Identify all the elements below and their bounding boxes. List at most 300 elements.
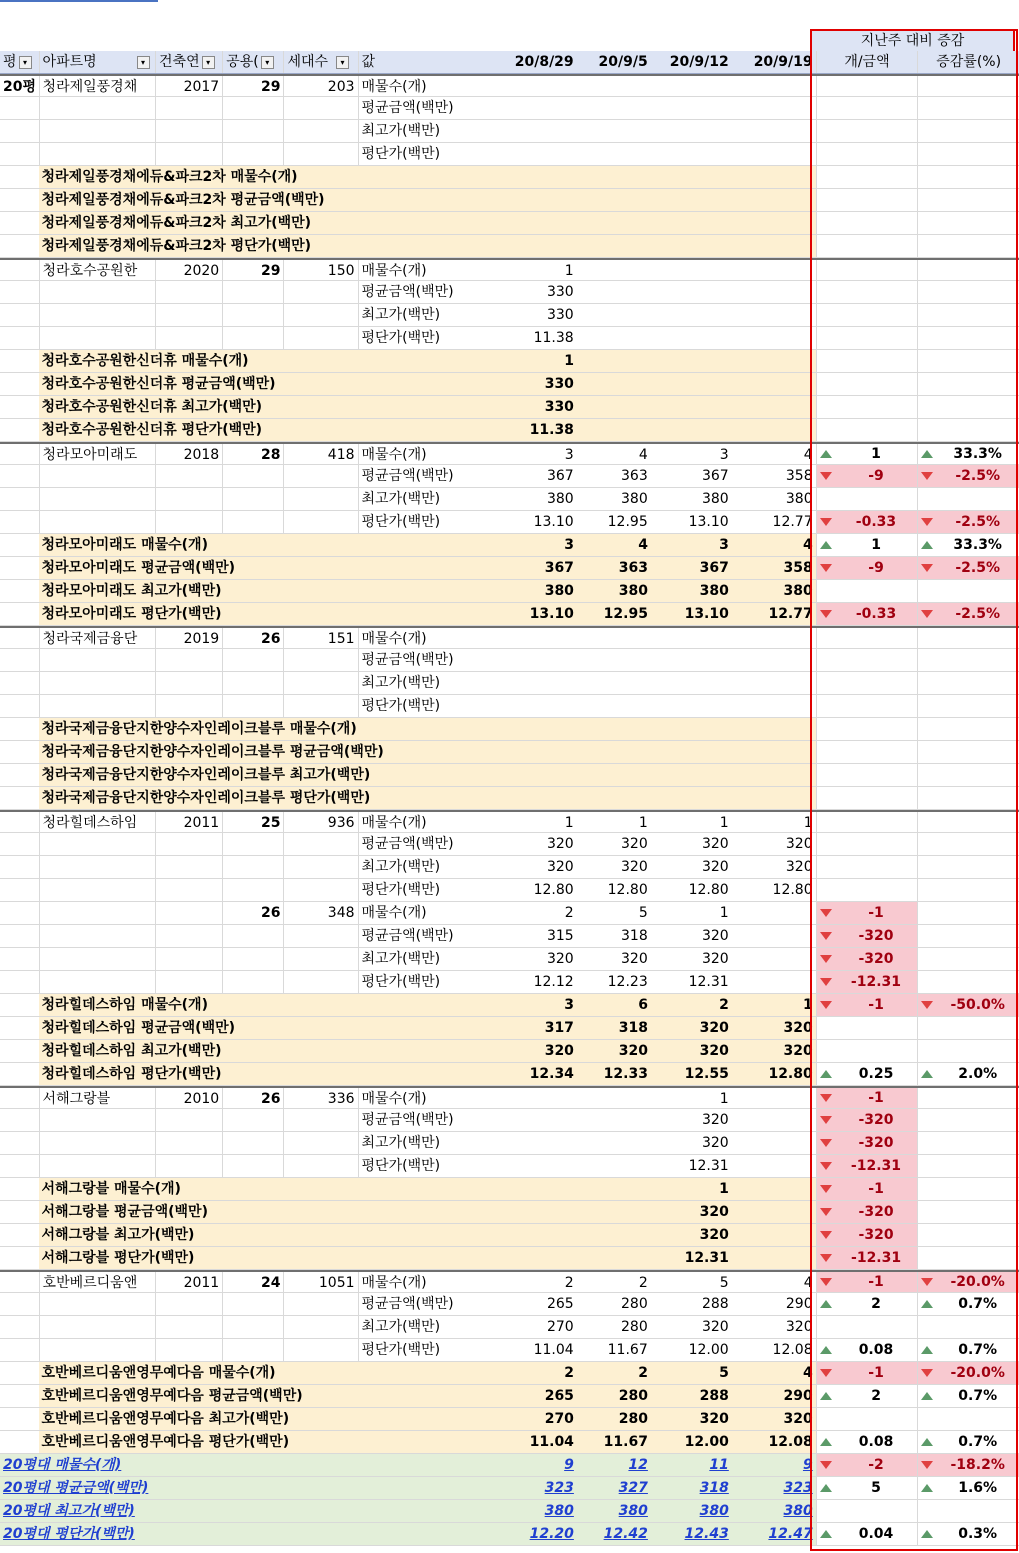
cell-pyeong[interactable]: [0, 902, 39, 924]
cell-date-value[interactable]: 4: [803, 447, 813, 463]
cell-area[interactable]: [222, 1109, 283, 1131]
cell-rate[interactable]: [917, 1201, 1019, 1223]
cell-area[interactable]: [222, 695, 283, 717]
cell-date-value[interactable]: 318: [699, 1480, 729, 1496]
cell-pyeong[interactable]: [0, 260, 39, 280]
cell-date-value[interactable]: 12.80: [772, 882, 813, 898]
cell-date-value[interactable]: 12.33: [577, 1063, 651, 1085]
cell-rate[interactable]: [917, 557, 1019, 579]
total-label[interactable]: 20평대 매물수(개): [3, 1457, 122, 1473]
cell-rate[interactable]: [917, 1316, 1019, 1338]
cell-date-value[interactable]: [732, 1088, 816, 1108]
cell-date-value[interactable]: 12.20: [529, 1526, 574, 1542]
cell-area[interactable]: 25: [222, 812, 283, 832]
cell-date-value[interactable]: 367: [651, 557, 732, 579]
cell-change[interactable]: [816, 488, 918, 510]
cell-change[interactable]: [816, 649, 918, 671]
cell-area[interactable]: [222, 925, 283, 947]
cell-date-value[interactable]: [577, 350, 651, 372]
cell-apt-name[interactable]: [39, 143, 155, 165]
cell-date-value[interactable]: 12.31: [688, 974, 729, 990]
cell-change[interactable]: [816, 603, 918, 625]
cell-date-value[interactable]: 318: [621, 928, 648, 944]
cell-value-label[interactable]: 최고가(백만): [358, 488, 498, 510]
cell-units[interactable]: [283, 1109, 357, 1131]
cell-change[interactable]: [816, 212, 918, 234]
cell-year[interactable]: [155, 488, 222, 510]
cell-date-value[interactable]: 358: [785, 468, 813, 484]
col-header-apt[interactable]: [39, 51, 155, 73]
cell-apt-name[interactable]: [39, 120, 155, 142]
cell-pyeong[interactable]: [0, 628, 39, 648]
cell-units[interactable]: 336: [283, 1088, 357, 1108]
cell-rate[interactable]: [917, 534, 1019, 556]
cell-date-value[interactable]: 380: [544, 1503, 574, 1519]
cell-date-value[interactable]: 380: [577, 580, 651, 602]
cell-date-value[interactable]: [732, 350, 816, 372]
cell-value-label[interactable]: 매물수(개): [358, 260, 498, 280]
cell-value-label[interactable]: 매물수(개): [358, 444, 498, 464]
cell-date-value[interactable]: [498, 672, 577, 694]
cell-date-value[interactable]: 265: [546, 1296, 574, 1312]
cell-date-value[interactable]: [577, 143, 651, 165]
cell-pyeong[interactable]: [0, 488, 39, 510]
cell-area[interactable]: [222, 120, 283, 142]
cell-apt-name[interactable]: [39, 1316, 155, 1338]
cell-date-value[interactable]: 320: [701, 1112, 729, 1128]
cell-date-value[interactable]: 380: [546, 491, 574, 507]
cell-date-value[interactable]: 330: [498, 373, 577, 395]
cell-date-value[interactable]: 265: [498, 1385, 577, 1407]
cell-change[interactable]: [816, 628, 918, 648]
cell-date-value[interactable]: 280: [621, 1319, 648, 1335]
cell-units[interactable]: [283, 488, 357, 510]
cell-pyeong[interactable]: [0, 304, 39, 326]
cell-pyeong[interactable]: 20평: [3, 79, 37, 95]
cell-date-value[interactable]: [577, 281, 651, 303]
cell-change[interactable]: [816, 833, 918, 855]
cell-date-value[interactable]: 11: [709, 1457, 729, 1473]
cell-date-value[interactable]: [732, 695, 816, 717]
cell-pyeong[interactable]: [0, 327, 39, 349]
cell-value-label[interactable]: 평균금액(백만): [358, 925, 498, 947]
cell-rate[interactable]: [917, 350, 1019, 372]
cell-date-value[interactable]: [732, 948, 816, 970]
cell-date-value[interactable]: 12.31: [688, 1158, 729, 1174]
cell-date-value[interactable]: 3: [651, 534, 732, 556]
cell-date-value[interactable]: [651, 76, 732, 96]
cell-area[interactable]: [222, 672, 283, 694]
cell-value-label[interactable]: 평균금액(백만): [358, 1109, 498, 1131]
cell-date-value[interactable]: [651, 304, 732, 326]
cell-date-value[interactable]: [651, 741, 732, 763]
cell-value-label[interactable]: 평균금액(백만): [358, 649, 498, 671]
cell-units[interactable]: [283, 304, 357, 326]
cell-date-value[interactable]: 320: [621, 951, 648, 967]
cell-date-value[interactable]: [498, 76, 577, 96]
col-header-value[interactable]: 값: [358, 51, 498, 73]
cell-rate[interactable]: [917, 260, 1019, 280]
cell-rate[interactable]: [917, 1339, 1019, 1361]
cell-rate[interactable]: [917, 1272, 1019, 1292]
cell-date-value[interactable]: [498, 235, 577, 257]
cell-date-value[interactable]: [732, 925, 816, 947]
cell-rate[interactable]: [917, 741, 1019, 763]
subtotal-label[interactable]: 서해그랑블 매물수(개): [39, 1178, 498, 1200]
cell-date-value[interactable]: 320: [546, 951, 574, 967]
cell-year[interactable]: [155, 902, 222, 924]
cell-change[interactable]: [816, 1109, 918, 1131]
cell-date-value[interactable]: [577, 327, 651, 349]
cell-date-value[interactable]: 280: [577, 1408, 651, 1430]
cell-change[interactable]: [816, 971, 918, 993]
cell-date-value[interactable]: [577, 1247, 651, 1269]
cell-date-value[interactable]: [732, 166, 816, 188]
cell-units[interactable]: 203: [283, 76, 357, 96]
cell-date-value[interactable]: 320: [498, 1040, 577, 1062]
cell-value-label[interactable]: 최고가(백만): [358, 304, 498, 326]
cell-change[interactable]: [816, 304, 918, 326]
cell-year[interactable]: 2020: [155, 260, 222, 280]
cell-units[interactable]: [283, 465, 357, 487]
cell-rate[interactable]: [917, 1109, 1019, 1131]
cell-date-value[interactable]: [732, 1224, 816, 1246]
cell-date-value[interactable]: 11.67: [577, 1431, 651, 1453]
cell-units[interactable]: [283, 1155, 357, 1177]
cell-rate[interactable]: [917, 856, 1019, 878]
cell-change[interactable]: [816, 189, 918, 211]
cell-rate[interactable]: [917, 812, 1019, 832]
cell-date-value[interactable]: 315: [546, 928, 574, 944]
cell-date-value[interactable]: [498, 1109, 577, 1131]
cell-date-value[interactable]: 2: [564, 905, 574, 921]
cell-date-value[interactable]: 4: [732, 1362, 816, 1384]
cell-rate[interactable]: [917, 787, 1019, 809]
cell-date-value[interactable]: 320: [785, 1319, 813, 1335]
cell-date-value[interactable]: 320: [701, 836, 729, 852]
cell-value-label[interactable]: 평단가(백만): [358, 1155, 498, 1177]
cell-value-label[interactable]: 매물수(개): [358, 812, 498, 832]
cell-rate[interactable]: [917, 1247, 1019, 1269]
cell-date-value[interactable]: 12.47: [768, 1526, 813, 1542]
cell-pyeong[interactable]: [0, 833, 39, 855]
cell-date-value[interactable]: [732, 120, 816, 142]
cell-date-value[interactable]: 13.10: [498, 603, 577, 625]
cell-units[interactable]: [283, 1293, 357, 1315]
cell-date-value[interactable]: [732, 1178, 816, 1200]
cell-rate[interactable]: [917, 833, 1019, 855]
cell-apt-name[interactable]: 청라모아미래도: [39, 444, 155, 464]
cell-change[interactable]: [816, 350, 918, 372]
cell-area[interactable]: [222, 97, 283, 119]
subtotal-label[interactable]: 청라국제금융단지한양수자인레이크블루 평단가(백만): [39, 787, 498, 809]
cell-change[interactable]: [816, 444, 918, 464]
cell-apt-name[interactable]: 청라제일풍경채: [39, 76, 155, 96]
cell-area[interactable]: 29: [222, 260, 283, 280]
cell-date-value[interactable]: 330: [546, 284, 574, 300]
cell-area[interactable]: [222, 304, 283, 326]
cell-change[interactable]: [816, 994, 918, 1016]
cell-date-value[interactable]: 320: [577, 1040, 651, 1062]
cell-date-value[interactable]: [498, 1201, 577, 1223]
cell-rate[interactable]: [917, 695, 1019, 717]
filter-dropdown-icon[interactable]: ▾: [261, 56, 274, 69]
cell-units[interactable]: 348: [283, 902, 357, 924]
cell-date-value[interactable]: 1: [803, 815, 813, 831]
cell-date-value[interactable]: [498, 143, 577, 165]
cell-date-value[interactable]: 367: [498, 557, 577, 579]
cell-date-value[interactable]: [732, 327, 816, 349]
cell-date-value[interactable]: 320: [732, 1017, 816, 1039]
cell-apt-name[interactable]: [39, 304, 155, 326]
cell-change[interactable]: [816, 1247, 918, 1269]
cell-change[interactable]: [816, 143, 918, 165]
cell-apt-name[interactable]: [39, 833, 155, 855]
cell-rate[interactable]: [917, 1040, 1019, 1062]
cell-date-value[interactable]: 4: [638, 447, 648, 463]
cell-rate[interactable]: [917, 1063, 1019, 1085]
cell-pyeong[interactable]: [0, 1132, 39, 1154]
cell-date-value[interactable]: 380: [785, 491, 813, 507]
cell-date-value[interactable]: 11.04: [533, 1342, 574, 1358]
cell-date-value[interactable]: [651, 649, 732, 671]
cell-change[interactable]: [816, 1178, 918, 1200]
subtotal-label[interactable]: 청라국제금융단지한양수자인레이크블루 최고가(백만): [39, 764, 498, 786]
cell-date-value[interactable]: [498, 189, 577, 211]
cell-pyeong[interactable]: [0, 649, 39, 671]
col-header-pyeong[interactable]: [0, 51, 39, 73]
cell-date-value[interactable]: 280: [621, 1296, 648, 1312]
cell-value-label[interactable]: 최고가(백만): [358, 948, 498, 970]
cell-date-value[interactable]: 320: [701, 928, 729, 944]
cell-year[interactable]: [155, 304, 222, 326]
cell-pyeong[interactable]: [0, 856, 39, 878]
cell-apt-name[interactable]: [39, 1109, 155, 1131]
cell-date-value[interactable]: [732, 212, 816, 234]
cell-rate[interactable]: [917, 488, 1019, 510]
cell-units[interactable]: [283, 833, 357, 855]
cell-date-value[interactable]: [498, 120, 577, 142]
cell-rate[interactable]: [917, 1132, 1019, 1154]
cell-rate[interactable]: [917, 1362, 1019, 1384]
cell-date-value[interactable]: 5: [651, 1362, 732, 1384]
col-header-units[interactable]: [283, 51, 357, 73]
cell-date-value[interactable]: 13.10: [533, 514, 574, 530]
cell-year[interactable]: [155, 1132, 222, 1154]
cell-date-value[interactable]: 380: [498, 580, 577, 602]
cell-area[interactable]: [222, 143, 283, 165]
cell-date-value[interactable]: 320: [701, 859, 729, 875]
filter-dropdown-icon[interactable]: ▾: [202, 56, 215, 69]
cell-value-label[interactable]: 평균금액(백만): [358, 281, 498, 303]
cell-pyeong[interactable]: [0, 879, 39, 901]
cell-pyeong[interactable]: [0, 1339, 39, 1361]
cell-date-value[interactable]: [651, 764, 732, 786]
cell-rate[interactable]: [917, 994, 1019, 1016]
cell-rate[interactable]: [917, 1088, 1019, 1108]
cell-change[interactable]: [816, 764, 918, 786]
cell-change[interactable]: [816, 97, 918, 119]
cell-date-value[interactable]: [498, 718, 577, 740]
subtotal-label[interactable]: 청라호수공원한신더휴 평균금액(백만): [39, 373, 498, 395]
subtotal-label[interactable]: 청라힐데스하임 평균금액(백만): [39, 1017, 498, 1039]
cell-date-value[interactable]: [732, 304, 816, 326]
cell-rate[interactable]: [917, 511, 1019, 533]
cell-date-value[interactable]: [651, 212, 732, 234]
cell-change[interactable]: [816, 373, 918, 395]
cell-change[interactable]: [816, 327, 918, 349]
cell-pyeong[interactable]: [0, 444, 39, 464]
cell-rate[interactable]: [917, 902, 1019, 924]
cell-year[interactable]: [155, 143, 222, 165]
cell-apt-name[interactable]: 청라호수공원한: [39, 260, 155, 280]
cell-rate[interactable]: [917, 718, 1019, 740]
cell-date-value[interactable]: 4: [577, 534, 651, 556]
cell-date-value[interactable]: [732, 97, 816, 119]
cell-date-value[interactable]: 323: [544, 1480, 574, 1496]
cell-area[interactable]: [222, 879, 283, 901]
cell-date-value[interactable]: 12.80: [607, 882, 648, 898]
cell-change[interactable]: [816, 511, 918, 533]
cell-change[interactable]: [816, 1339, 918, 1361]
subtotal-label[interactable]: 청라호수공원한신더휴 매물수(개): [39, 350, 498, 372]
cell-change[interactable]: [816, 419, 918, 441]
cell-change[interactable]: [816, 1477, 918, 1499]
cell-date-value[interactable]: 1: [732, 994, 816, 1016]
cell-apt-name[interactable]: [39, 1339, 155, 1361]
col-header-change[interactable]: 개/금액: [816, 51, 918, 73]
cell-pyeong[interactable]: [0, 971, 39, 993]
cell-rate[interactable]: [917, 971, 1019, 993]
cell-area[interactable]: 28: [222, 444, 283, 464]
cell-rate[interactable]: [917, 212, 1019, 234]
subtotal-label[interactable]: 호반베르디움앤영무예다음 최고가(백만): [39, 1408, 498, 1430]
cell-apt-name[interactable]: [39, 672, 155, 694]
cell-date-value[interactable]: [577, 120, 651, 142]
cell-date-value[interactable]: [577, 1088, 651, 1108]
cell-date-value[interactable]: 320: [621, 859, 648, 875]
cell-date-value[interactable]: [651, 235, 732, 257]
cell-rate[interactable]: [917, 948, 1019, 970]
cell-pyeong[interactable]: [0, 1109, 39, 1131]
total-label[interactable]: 20평대 평균금액(백만): [3, 1480, 149, 1496]
cell-date-value[interactable]: 380: [783, 1503, 813, 1519]
subtotal-label[interactable]: 청라호수공원한신더휴 평단가(백만): [39, 419, 498, 441]
cell-year[interactable]: 2011: [155, 1272, 222, 1292]
cell-date-value[interactable]: 288: [651, 1385, 732, 1407]
cell-change[interactable]: [816, 1293, 918, 1315]
subtotal-label[interactable]: 청라모아미래도 최고가(백만): [39, 580, 498, 602]
cell-change[interactable]: [816, 557, 918, 579]
cell-date-value[interactable]: 2: [651, 994, 732, 1016]
cell-change[interactable]: [816, 1272, 918, 1292]
cell-date-value[interactable]: 12.95: [577, 603, 651, 625]
cell-date-value[interactable]: 12.12: [533, 974, 574, 990]
cell-rate[interactable]: [917, 764, 1019, 786]
cell-date-value[interactable]: 2: [638, 1275, 648, 1291]
cell-date-value[interactable]: 270: [546, 1319, 574, 1335]
cell-value-label[interactable]: 최고가(백만): [358, 856, 498, 878]
cell-date-value[interactable]: 3: [498, 534, 577, 556]
cell-units[interactable]: [283, 695, 357, 717]
cell-apt-name[interactable]: [39, 695, 155, 717]
cell-date-value[interactable]: 280: [577, 1385, 651, 1407]
cell-date-value[interactable]: 12.42: [603, 1526, 648, 1542]
cell-date-value[interactable]: [498, 1178, 577, 1200]
cell-units[interactable]: [283, 327, 357, 349]
cell-area[interactable]: [222, 1293, 283, 1315]
subtotal-label[interactable]: 청라호수공원한신더휴 최고가(백만): [39, 396, 498, 418]
cell-date-value[interactable]: 320: [785, 859, 813, 875]
cell-date-value[interactable]: [498, 695, 577, 717]
col-header-date-4[interactable]: 20/9/19: [753, 54, 813, 70]
cell-date-value[interactable]: 318: [577, 1017, 651, 1039]
cell-value-label[interactable]: 매물수(개): [358, 1272, 498, 1292]
col-header-area[interactable]: [222, 51, 283, 73]
cell-date-value[interactable]: [732, 649, 816, 671]
cell-date-value[interactable]: [577, 1155, 651, 1177]
cell-units[interactable]: [283, 97, 357, 119]
cell-date-value[interactable]: 3: [498, 994, 577, 1016]
cell-date-value[interactable]: 12.80: [688, 882, 729, 898]
cell-area[interactable]: [222, 649, 283, 671]
cell-date-value[interactable]: 367: [546, 468, 574, 484]
cell-area[interactable]: [222, 948, 283, 970]
cell-date-value[interactable]: [732, 281, 816, 303]
cell-year[interactable]: [155, 465, 222, 487]
cell-value-label[interactable]: 최고가(백만): [358, 1132, 498, 1154]
cell-change[interactable]: [816, 1201, 918, 1223]
cell-date-value[interactable]: 270: [498, 1408, 577, 1430]
cell-date-value[interactable]: 12.77: [732, 603, 816, 625]
cell-units[interactable]: [283, 1339, 357, 1361]
cell-change[interactable]: [816, 76, 918, 96]
cell-value-label[interactable]: 평균금액(백만): [358, 465, 498, 487]
cell-change[interactable]: [816, 741, 918, 763]
cell-date-value[interactable]: [498, 166, 577, 188]
cell-rate[interactable]: [917, 1293, 1019, 1315]
cell-date-value[interactable]: 12.55: [651, 1063, 732, 1085]
cell-date-value[interactable]: 12.80: [732, 1063, 816, 1085]
cell-area[interactable]: [222, 488, 283, 510]
cell-change[interactable]: [816, 1088, 918, 1108]
cell-units[interactable]: 150: [283, 260, 357, 280]
cell-rate[interactable]: [917, 327, 1019, 349]
cell-date-value[interactable]: 13.10: [688, 514, 729, 530]
cell-date-value[interactable]: [732, 373, 816, 395]
cell-pyeong[interactable]: [0, 695, 39, 717]
cell-date-value[interactable]: [498, 1224, 577, 1246]
cell-year[interactable]: [155, 971, 222, 993]
cell-change[interactable]: [816, 1362, 918, 1384]
cell-date-value[interactable]: [577, 628, 651, 648]
col-header-date-1[interactable]: 20/8/29: [514, 54, 574, 70]
cell-apt-name[interactable]: [39, 1132, 155, 1154]
cell-date-value[interactable]: 4: [803, 1275, 813, 1291]
cell-date-value[interactable]: 320: [651, 1408, 732, 1430]
cell-year[interactable]: 2017: [155, 76, 222, 96]
cell-date-value[interactable]: [651, 143, 732, 165]
cell-change[interactable]: [816, 1063, 918, 1085]
cell-area[interactable]: 24: [222, 1272, 283, 1292]
cell-change[interactable]: [816, 925, 918, 947]
cell-year[interactable]: [155, 649, 222, 671]
cell-date-value[interactable]: [732, 718, 816, 740]
cell-area[interactable]: [222, 1132, 283, 1154]
cell-date-value[interactable]: 12.08: [732, 1431, 816, 1453]
col-header-rate[interactable]: 증감률(%): [917, 51, 1019, 73]
cell-units[interactable]: [283, 879, 357, 901]
